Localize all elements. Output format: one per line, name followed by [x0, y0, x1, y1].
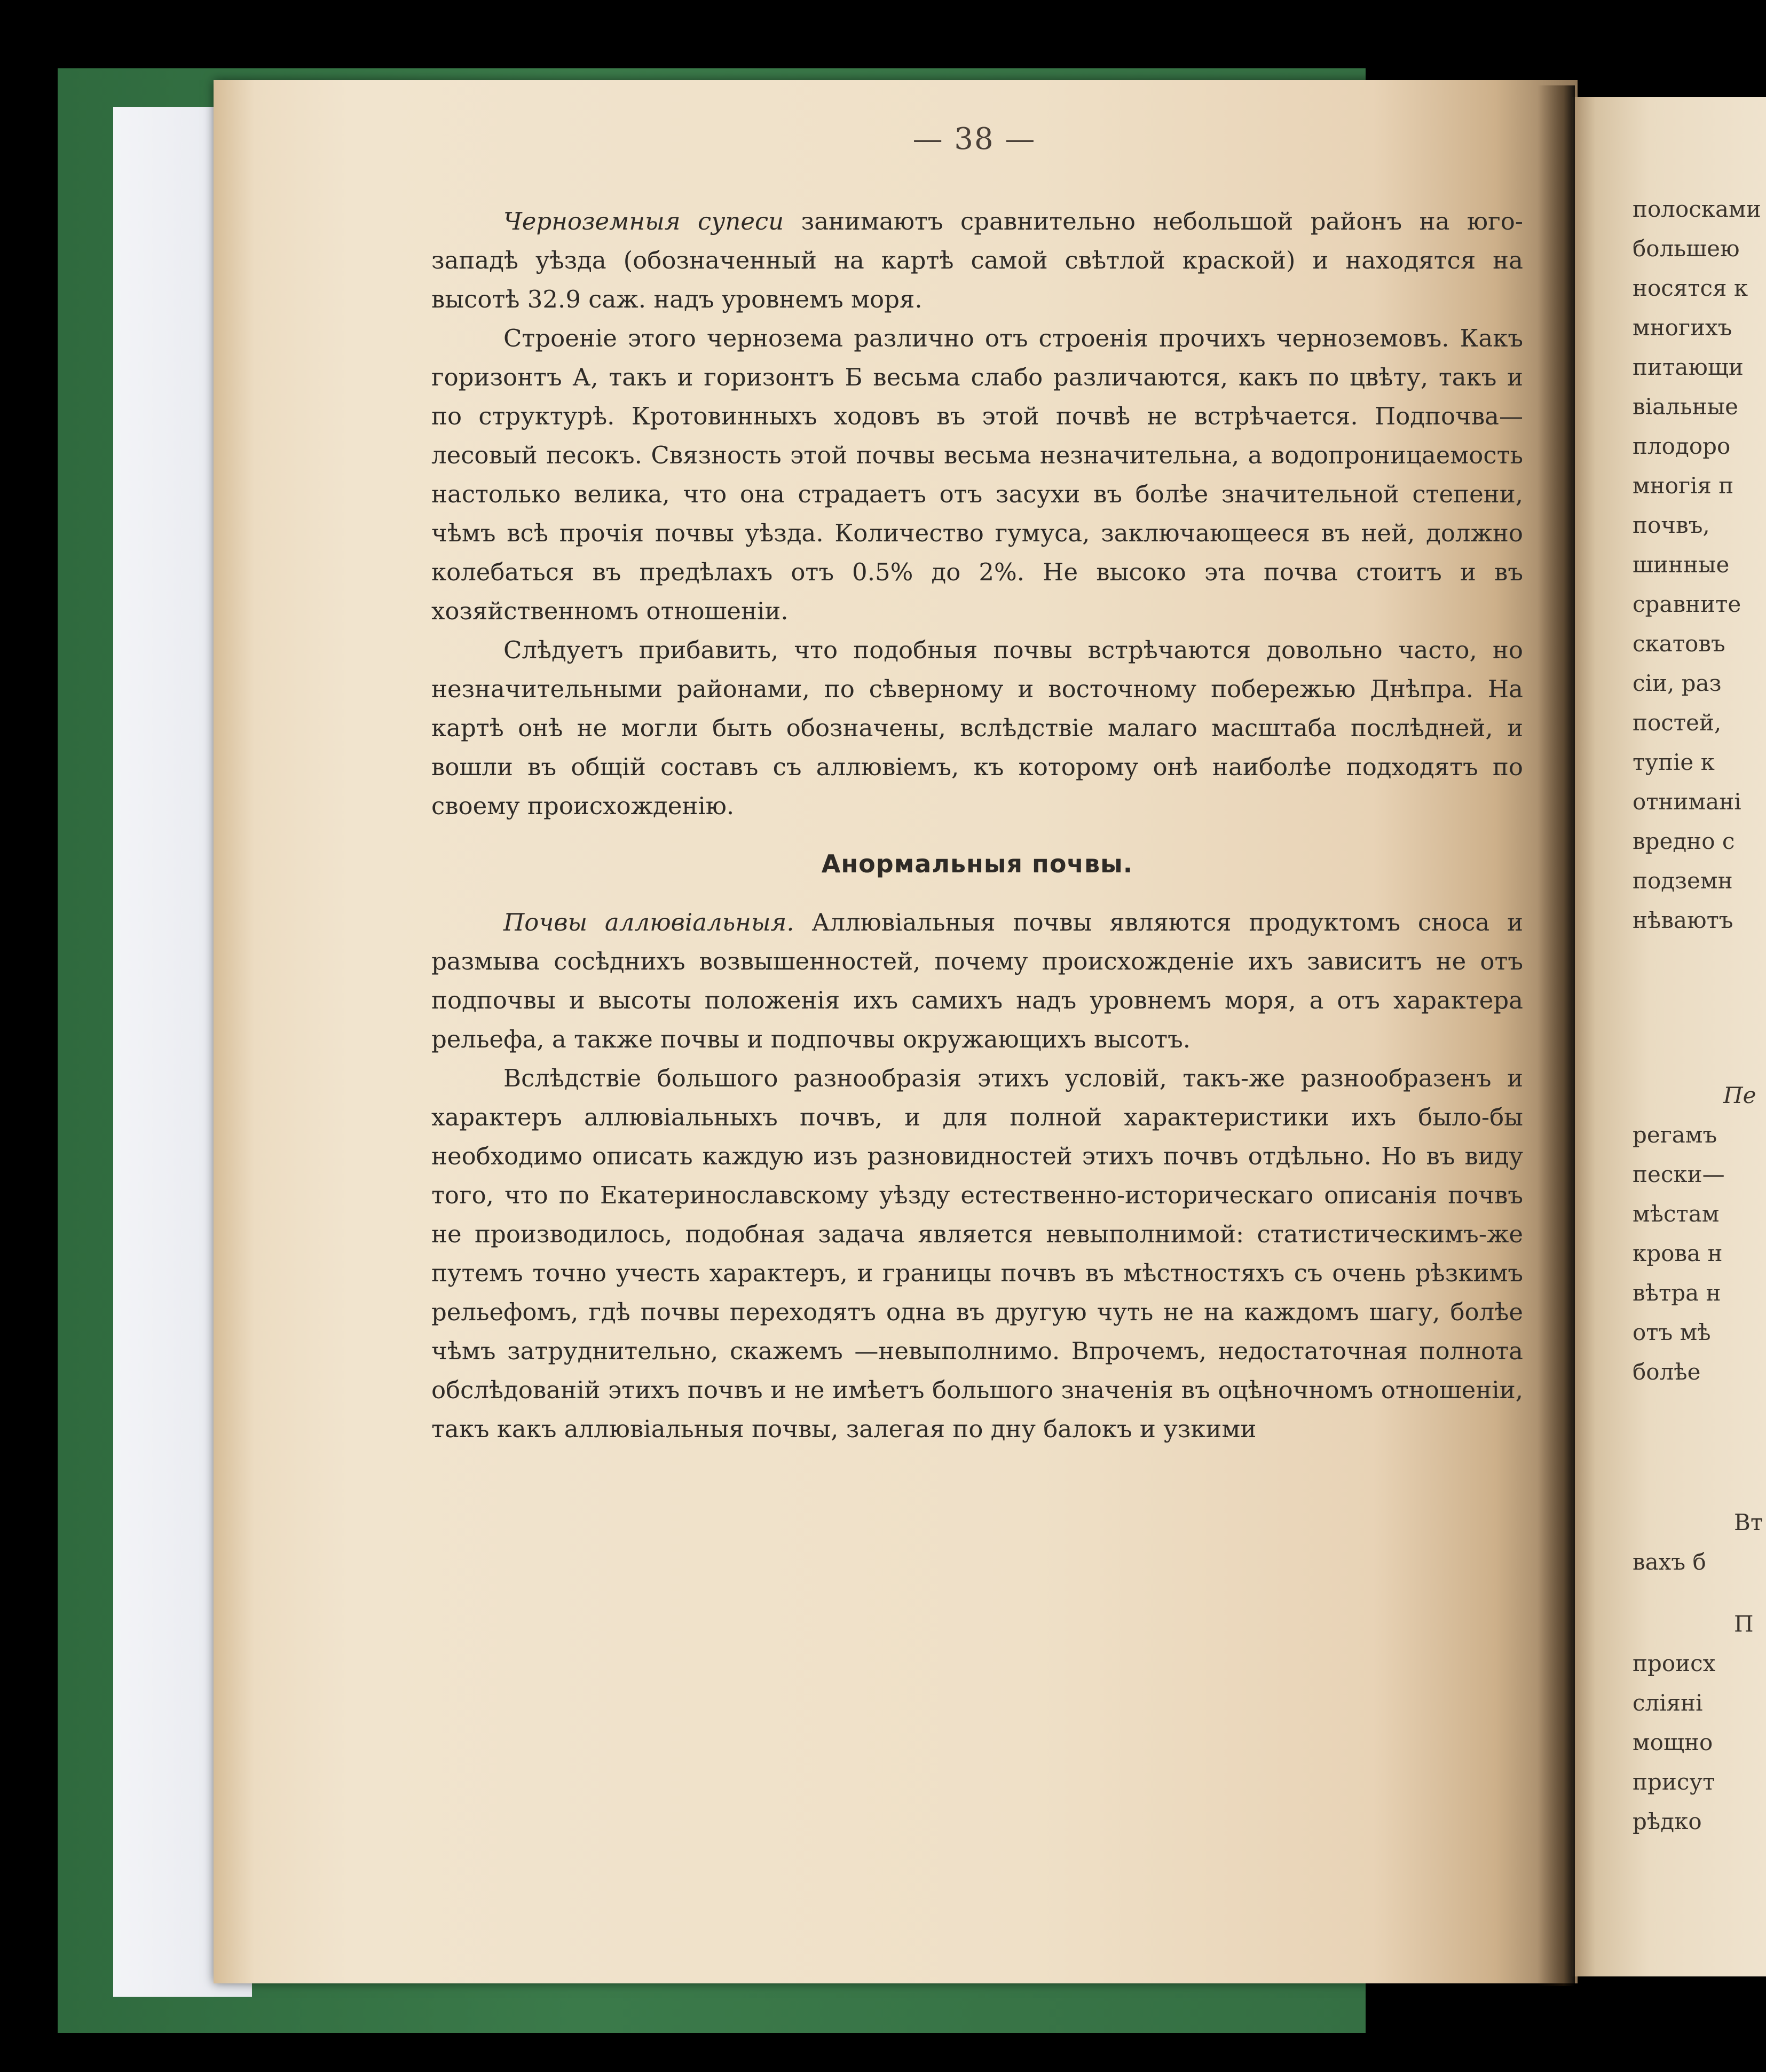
fragment-line: скатовъ — [1633, 631, 1725, 657]
fragment-line: носятся к — [1633, 275, 1748, 301]
fragment-line: болѣе — [1633, 1359, 1701, 1385]
fragment-line: плодоро — [1633, 433, 1731, 459]
fragment-line: віальные — [1633, 393, 1738, 420]
paragraph-structure: Строеніе этого чернозема различно отъ строенія прочихъ черноземовъ. Какъ горизонтъ А, такъ и горизонтъ Б весьма слабо различаются, какъ по цвѣту, такъ и по структурѣ. Кротовинныхъ ходовъ въ этой почвѣ не встрѣчается. Подпочва—лесовый песокъ. Связность этой почвы весьма незначительна, а водопроницаемость настолько велика, что она страдаетъ отъ засухи въ болѣе значительной степени, чѣмъ всѣ прочія почвы уѣзда. Количество гумуса, заключающееся въ ней, должно колебаться въ предѣлахъ отъ 0.5% до 2%. Не высоко эта почва стоитъ и въ хозяйственномъ отношеніи. — [431, 324, 1523, 625]
fragment-line: нѣваютъ — [1633, 907, 1733, 933]
fragment-line: сравните — [1633, 591, 1741, 617]
paragraph-chernozem-sandy — [431, 202, 1523, 319]
fragment-line: отнимані — [1633, 789, 1741, 815]
fragment-line: тупіе к — [1633, 749, 1715, 775]
fragment-line: многія п — [1633, 472, 1734, 499]
fragment-line: постей, — [1633, 710, 1722, 736]
page-number: — 38 — — [912, 122, 1036, 156]
fragment-line: сліяні — [1633, 1690, 1703, 1716]
paragraph-addition: Слѣдуетъ прибавить, что подобныя почвы встрѣчаются довольно часто, но незначительными районами, по сѣверному и восточному побережью Днѣпра. На картѣ онѣ не могли быть обозначены, вслѣдствіе малаго масштаба послѣдней, и вошли въ общій составъ съ аллювіемъ, къ которому онѣ наиболѣе подходятъ по своему происхожденію. — [431, 636, 1523, 820]
fragment-line: почвъ, — [1633, 512, 1710, 538]
fragment-line: полосками — [1633, 196, 1761, 222]
fragment-line: подземн — [1633, 868, 1733, 894]
paragraph-lead: Почвы аллювіальныя. — [503, 908, 794, 936]
fragment-line: питающи — [1633, 354, 1744, 380]
right-page-fragment-3 — [1633, 1503, 1766, 1582]
right-page-fragment-4 — [1633, 1604, 1766, 1841]
fragment-line: Вт — [1734, 1509, 1763, 1535]
fragment-line: вахъ б — [1633, 1549, 1706, 1575]
fragment-line: многихъ — [1633, 314, 1732, 341]
fragment-line: мощно — [1633, 1729, 1713, 1755]
section-heading: Анормальныя почвы. — [821, 849, 1133, 878]
paragraph-text: занимаютъ сравнительно небольшой районъ на юго-западѣ уѣзда (обозначенный на картѣ самой свѣтлой краской) и находятся на высотѣ 32.9 саж. надъ уровнемъ моря. — [431, 207, 1523, 313]
book-gutter — [1538, 85, 1575, 1986]
paragraph-diversity: Вслѣдствіе большого разнообразія этихъ условій, такъ-же разнообразенъ и характеръ аллювіальныхъ почвъ, и для полной характеристики ихъ было-бы необходимо описать каждую изъ разновидностей этихъ почвъ отдѣльно. Но въ виду того, что по Екатеринославскому уѣзду естественно-историческаго описанія почвъ не производилось, подобная задача является невыполнимой: статистическимъ-же путемъ точно учесть характеръ, и границы почвъ въ мѣстностяхъ съ очень рѣзкимъ рельефомъ, гдѣ почвы переходятъ одна въ другую чуть не на каждомъ шагу, болѣе чѣмъ затруднительно, скажемъ —невыполнимо. Впрочемъ, недостаточная полнота обслѣдованій этихъ почвъ и не имѣетъ большого значенія въ оцѣночномъ отношеніи, такъ какъ аллювіальныя почвы, залегая по дну балокъ и узкими — [431, 1064, 1523, 1443]
fragment-line: вѣтра н — [1633, 1280, 1721, 1306]
fragment-line: Пе — [1723, 1082, 1756, 1108]
fragment-line: пески— — [1633, 1161, 1725, 1187]
fragment-line: П — [1734, 1611, 1754, 1637]
main-text-column — [431, 202, 1523, 1448]
right-page-fragment-1 — [1633, 190, 1766, 940]
fragment-line: крова н — [1633, 1240, 1723, 1266]
fragment-line: вредно с — [1633, 828, 1735, 854]
fragment-line: регамъ — [1633, 1122, 1717, 1148]
fragment-line: шинные — [1633, 552, 1730, 578]
right-page-fragment-2 — [1633, 1076, 1766, 1392]
fragment-line: присут — [1633, 1769, 1715, 1795]
fragment-line: сіи, раз — [1633, 670, 1722, 696]
paragraph-lead: Черноземныя супеси — [503, 207, 784, 235]
fragment-line: отъ мѣ — [1633, 1319, 1711, 1345]
fragment-line: большею — [1633, 235, 1740, 262]
paragraph-text: Аллювіальныя почвы являются продуктомъ сноса и размыва сосѣднихъ возвышенностей, почему происхожденіе ихъ зависитъ не отъ подпочвы и высоты положенія ихъ самихъ надъ уровнемъ моря, а отъ характера рельефа, а также почвы и подпочвы окружающихъ высотъ. — [431, 908, 1524, 1053]
paragraph-alluvial — [431, 903, 1523, 1059]
fragment-line: мѣстам — [1633, 1201, 1720, 1227]
fragment-line: рѣдко — [1633, 1808, 1702, 1834]
fragment-line: происх — [1633, 1650, 1716, 1676]
